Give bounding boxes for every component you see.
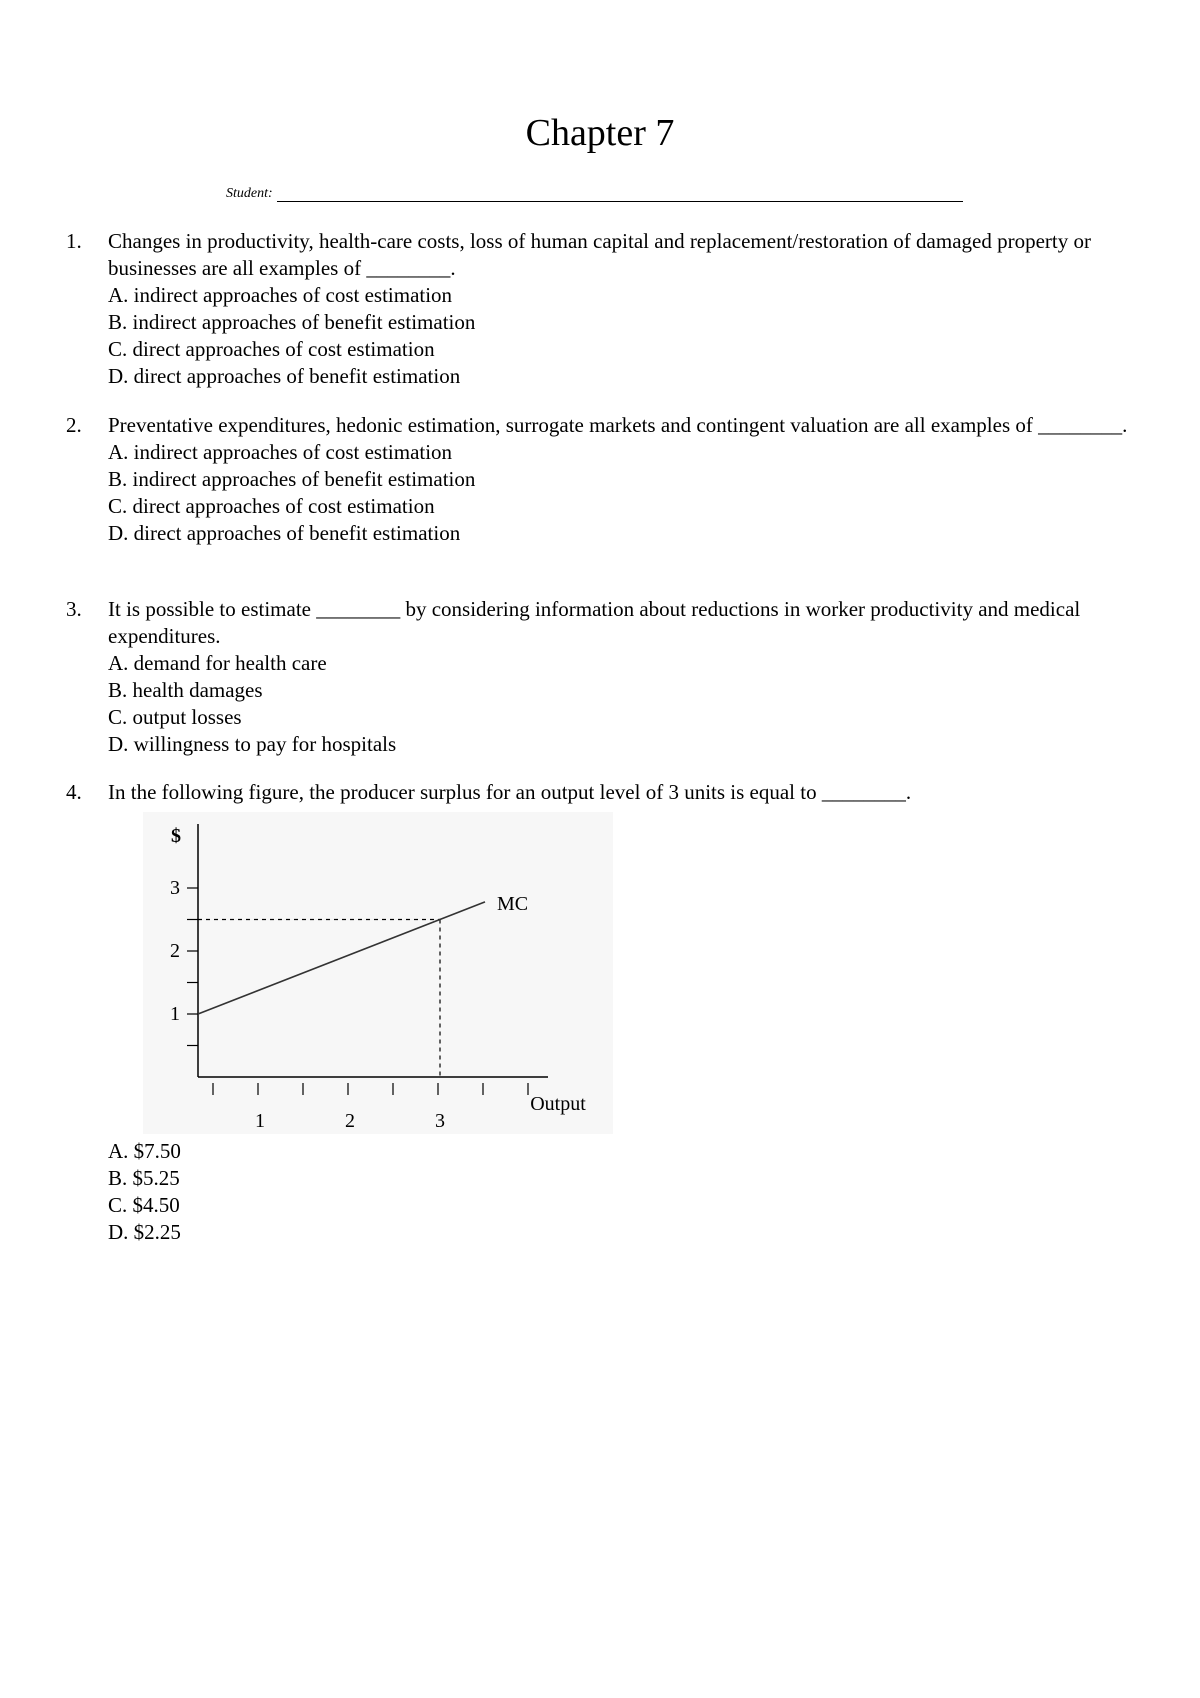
page-title: Chapter 7 — [525, 112, 675, 154]
answer-option-a: A. indirect approaches of cost estimation — [108, 283, 453, 307]
question-number: 4. — [66, 780, 82, 804]
answer-option-b: B. $5.25 — [108, 1166, 180, 1190]
answer-option-d: D. willingness to pay for hospitals — [108, 732, 397, 756]
question-3 — [66, 596, 1156, 758]
mc-curve — [198, 902, 485, 1014]
student-name-field — [226, 186, 963, 202]
answer-option-a: A. $7.50 — [108, 1139, 181, 1163]
answer-option-a: A. indirect approaches of cost estimation — [108, 440, 453, 464]
answer-option-c: C. direct approaches of cost estimation — [108, 337, 435, 361]
answer-option-d: D. direct approaches of benefit estimation — [108, 521, 461, 545]
chart-guides — [198, 920, 440, 1078]
question-number: 2. — [66, 413, 82, 437]
question-text: Changes in productivity, health-care costs, loss of human capital and replacement/restoration of damaged property or businesses are all examples of ________. — [108, 229, 1091, 280]
x-tick-label: 2 — [345, 1110, 355, 1132]
question-2 — [66, 412, 1156, 547]
chart-series — [198, 902, 485, 1014]
y-tick-label: 1 — [170, 1003, 180, 1025]
answer-option-c: C. $4.50 — [108, 1193, 180, 1217]
student-label: Student: — [226, 186, 273, 201]
chart-labels — [170, 825, 586, 1132]
answer-option-c: C. output losses — [108, 705, 242, 729]
x-tick-label: 3 — [435, 1110, 445, 1132]
y-tick-label: 3 — [170, 877, 180, 899]
question-text: It is possible to estimate ________ by considering information about reductions in worker productivity and medical expenditures. — [108, 597, 1081, 648]
answer-option-b: B. health damages — [108, 678, 263, 702]
question-4 — [66, 779, 1156, 806]
x-tick-label: 1 — [255, 1110, 265, 1132]
answer-option-a: A. demand for health care — [108, 651, 327, 675]
y-tick-label: 2 — [170, 940, 180, 962]
question-4-options — [108, 1138, 181, 1246]
answer-option-c: C. direct approaches of cost estimation — [108, 494, 435, 518]
answer-option-d: D. $2.25 — [108, 1220, 181, 1244]
question-number: 3. — [66, 597, 82, 621]
question-number: 1. — [66, 229, 82, 253]
chart-axes — [198, 824, 548, 1077]
answer-option-d: D. direct approaches of benefit estimation — [108, 364, 461, 388]
question-1 — [66, 228, 1156, 390]
mc-figure — [143, 812, 613, 1134]
student-name-blank — [277, 189, 963, 202]
answer-option-b: B. indirect approaches of benefit estimation — [108, 310, 476, 334]
question-text: In the following figure, the producer surplus for an output level of 3 units is equal to ________. — [108, 780, 912, 804]
answer-option-b: B. indirect approaches of benefit estimation — [108, 467, 476, 491]
x-axis-label: Output — [530, 1093, 586, 1115]
y-axis-label: $ — [171, 825, 181, 847]
question-text: Preventative expenditures, hedonic estimation, surrogate markets and contingent valuation are all examples of ________. — [108, 413, 1128, 437]
mc-curve-label: MC — [497, 892, 529, 915]
mc-chart — [143, 812, 613, 1134]
